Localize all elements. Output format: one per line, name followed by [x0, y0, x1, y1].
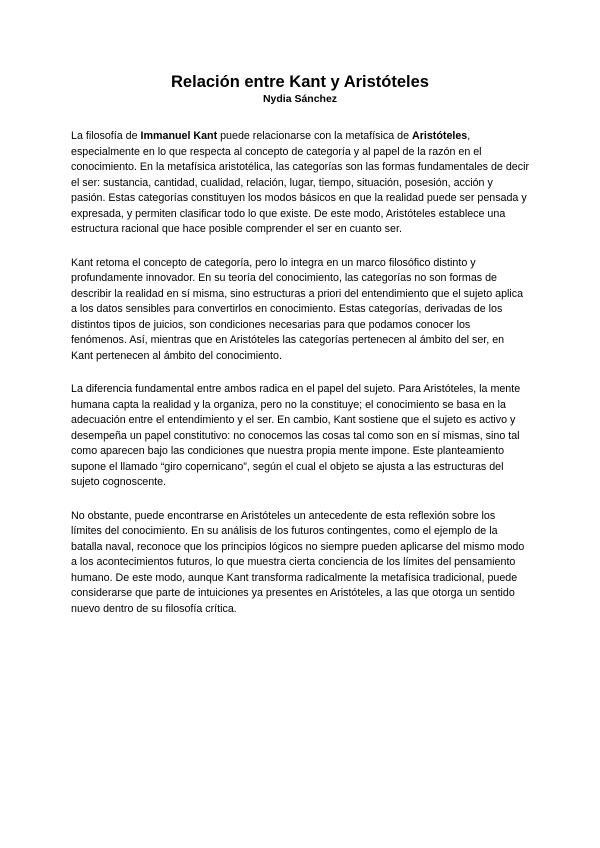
paragraph-1-middle: puede relacionarse con la metafísica de	[217, 130, 413, 142]
kant-name: Immanuel Kant	[140, 130, 218, 142]
paragraph-4: No obstante, puede encontrarse en Aristóteles un antecedente de esta reflexión sobre los límites del conocimiento. En su análisis de los futuros contingentes, como el ejemplo de la batalla naval, reconoce que los principios lógicos no siempre pueden aplicarse del mismo modo a los acontecimientos futuros, lo que muestra cierta conciencia de los límites del pensamiento humano. De este modo, aunque Kant transforma radicalmente la metafísica tradicional, puede considerarse que parte de intuiciones ya presentes en Aristóteles, a las que otorga un sentido nuevo dentro de su filosofía crítica.	[71, 509, 525, 615]
aristoteles-name: Aristóteles	[412, 130, 468, 142]
document-title: Relación entre Kant y Aristóteles	[171, 73, 429, 91]
paragraph-1	[71, 129, 529, 238]
document-author: Nydia Sánchez	[262, 93, 338, 105]
paragraph-3: La diferencia fundamental entre ambos radica en el papel del sujeto. Para Aristóteles, la mente humana capta la realidad y la organiza, pero no la constituye; el conocimiento se basa en la adecuación entre el entendimiento y el ser. En cambio, Kant sostiene que el sujeto es activo y desempeña un papel constitutivo: no conocemos las cosas tal como son en sí mismas, sino tal como aparecen bajo las condiciones que nuestra propia mente impone. Este planteamiento supone el llamado “giro copernicano”, según el cual el objeto se ajusta a las estructuras del sujeto cognoscente.	[71, 383, 521, 488]
paragraph-1-intro: La filosofía de	[71, 130, 141, 142]
paragraph-2: Kant retoma el concepto de categoría, pero lo integra en un marco filosófico distinto y profundamente innovador. En su teoría del conocimiento, las categorías no son formas de describir la realidad en sí misma, sino estructuras a priori del entendimiento que el sujeto aplica a los datos sensibles para convertirlos en conocimiento. Estas categorías, derivadas de los distintos tipos de juicios, son condiciones necesarias para que podamos conocer los fenómenos. Así, mientras que en Aristóteles las categorías pertenecen al ámbito del ser, en Kant pertenecen al ámbito del conocimiento.	[71, 256, 524, 362]
paragraph-1-rest: , especialmente en lo que respecta al concepto de categoría y al papel de la razón en el conocimiento. En la metafísica aristotélica, las categorías son las formas fundamentales de decir el ser: sustancia, cantidad, cualidad, relación, lugar, tiempo, situación, posesión, acción y pasión. Estas categorías constituyen los modos básicos en que la realidad puede ser pensada y expresada, y permiten clasificar todo lo que existe. De este modo, Aristóteles establece una estructura racional que hace posible comprender el ser en cuanto ser.	[71, 130, 530, 235]
